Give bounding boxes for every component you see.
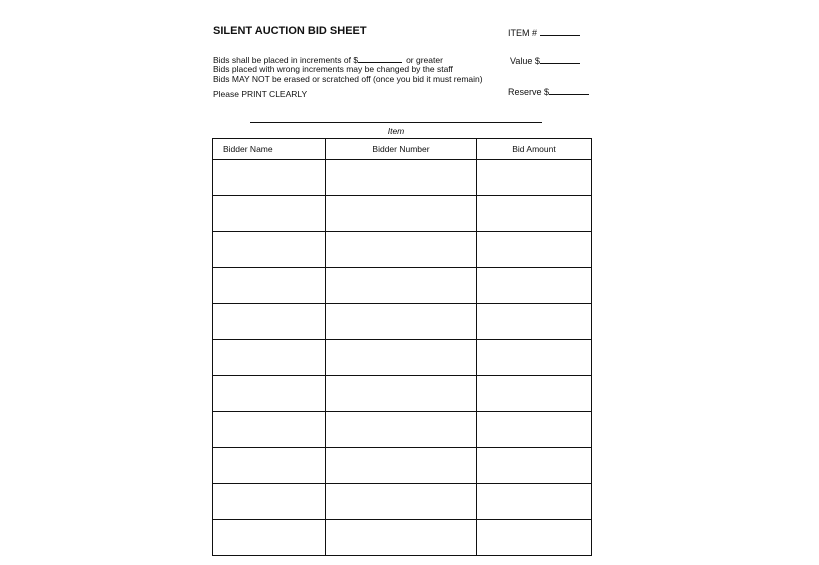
- bidder-name-cell[interactable]: [213, 304, 326, 340]
- sheet-title: SILENT AUCTION BID SHEET: [213, 25, 367, 37]
- item-number-field[interactable]: [508, 26, 580, 38]
- bid-amount-cell[interactable]: [477, 484, 592, 520]
- bidder-name-cell[interactable]: [213, 196, 326, 232]
- table-row: [213, 304, 592, 340]
- item-number-label: ITEM #: [508, 28, 538, 38]
- bid-amount-cell[interactable]: [477, 232, 592, 268]
- bid-amount-cell[interactable]: [477, 448, 592, 484]
- header-bidder-name: Bidder Name: [213, 139, 326, 160]
- bidder-name-cell[interactable]: [213, 376, 326, 412]
- bidder-number-cell[interactable]: [326, 268, 477, 304]
- bid-amount-cell[interactable]: [477, 160, 592, 196]
- reserve-label: Reserve $: [508, 87, 550, 97]
- bidder-number-cell[interactable]: [326, 160, 477, 196]
- value-blank[interactable]: [540, 54, 580, 64]
- bidder-name-cell[interactable]: [213, 268, 326, 304]
- bid-amount-cell[interactable]: [477, 196, 592, 232]
- bid-amount-cell[interactable]: [477, 412, 592, 448]
- bidder-name-cell[interactable]: [213, 232, 326, 268]
- reserve-field[interactable]: [508, 85, 589, 97]
- rule-print-clearly: Please PRINT CLEARLY: [213, 89, 308, 99]
- bidder-number-cell[interactable]: [326, 520, 477, 556]
- table-row: [213, 268, 592, 304]
- increment-amount-blank[interactable]: [358, 54, 402, 63]
- table-row: [213, 520, 592, 556]
- table-row: [213, 412, 592, 448]
- header-bid-amount: Bid Amount: [477, 139, 592, 160]
- bid-amount-cell[interactable]: [477, 268, 592, 304]
- bidder-number-cell[interactable]: [326, 340, 477, 376]
- bidder-number-cell[interactable]: [326, 232, 477, 268]
- bidder-number-cell[interactable]: [326, 448, 477, 484]
- bid-rows: [213, 160, 592, 556]
- bidder-number-cell[interactable]: [326, 304, 477, 340]
- bidder-number-cell[interactable]: [326, 376, 477, 412]
- item-number-blank[interactable]: [540, 26, 580, 36]
- bid-table: [212, 138, 592, 556]
- header-bidder-number: Bidder Number: [326, 139, 477, 160]
- bidder-name-cell[interactable]: [213, 484, 326, 520]
- bid-amount-cell[interactable]: [477, 376, 592, 412]
- bidder-name-cell[interactable]: [213, 520, 326, 556]
- item-name-line[interactable]: [250, 122, 542, 123]
- value-field[interactable]: [510, 54, 580, 66]
- rule-increments-suffix: or greater: [406, 55, 443, 65]
- bidder-number-cell[interactable]: [326, 196, 477, 232]
- bidder-name-cell[interactable]: [213, 412, 326, 448]
- bid-amount-cell[interactable]: [477, 340, 592, 376]
- bidder-number-cell[interactable]: [326, 412, 477, 448]
- reserve-blank[interactable]: [549, 85, 589, 95]
- value-label: Value $: [510, 56, 540, 66]
- bid-amount-cell[interactable]: [477, 520, 592, 556]
- table-row: [213, 484, 592, 520]
- rule-no-erase: Bids MAY NOT be erased or scratched off (once you bid it must remain): [213, 74, 483, 84]
- bidder-name-cell[interactable]: [213, 448, 326, 484]
- table-row: [213, 232, 592, 268]
- rule-increments-prefix: Bids shall be placed in increments of $: [213, 55, 359, 65]
- bidder-number-cell[interactable]: [326, 484, 477, 520]
- table-row: [213, 448, 592, 484]
- bidder-name-cell[interactable]: [213, 160, 326, 196]
- table-row: [213, 160, 592, 196]
- bid-table-header-row: [213, 139, 592, 160]
- bid-amount-cell[interactable]: [477, 304, 592, 340]
- table-row: [213, 340, 592, 376]
- table-row: [213, 376, 592, 412]
- bidder-name-cell[interactable]: [213, 340, 326, 376]
- rule-wrong-increments: Bids placed with wrong increments may be changed by the staff: [213, 64, 453, 74]
- table-row: [213, 196, 592, 232]
- item-caption: Item: [387, 126, 405, 136]
